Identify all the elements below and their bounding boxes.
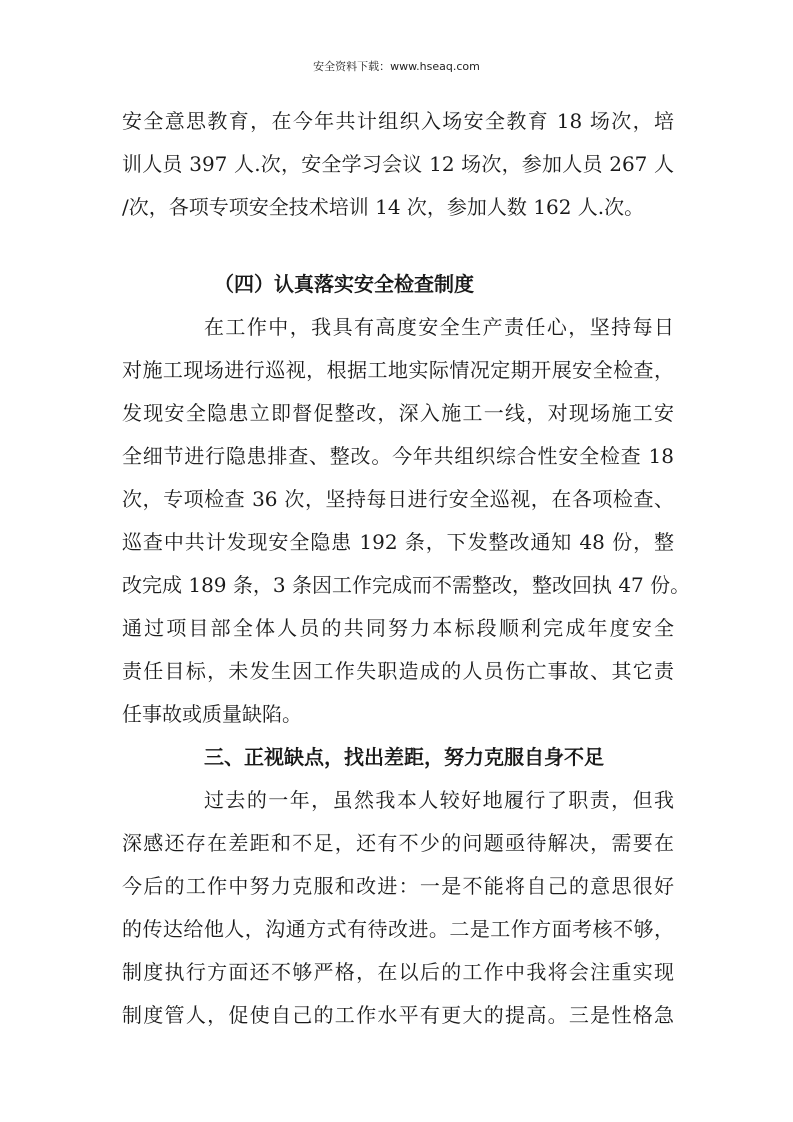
text-line: 深感还存在差距和不足，还有不少的问题亟待解决，需要在 bbox=[122, 831, 674, 855]
text-line: 次，专项检查 36 次，坚持每日进行安全巡视，在各项检查、 bbox=[122, 487, 674, 511]
page-header: 安全资料下载：www.hseaq.com bbox=[313, 60, 480, 73]
paragraph-inspection bbox=[122, 306, 691, 736]
text-line: 训人员 397 人.次，安全学习会议 12 场次，参加人员 267 人 bbox=[122, 152, 674, 176]
spacer bbox=[122, 229, 674, 263]
text-line: 改完成 189 条，3 条因工作完成而不需整改，整改回执 47 份。 bbox=[122, 573, 691, 597]
text-line: 在工作中，我具有高度安全生产责任心，坚持每日 bbox=[204, 315, 674, 339]
document-body bbox=[122, 100, 691, 1037]
text-line: 制度执行方面还不够严格，在以后的工作中我将会注重实现 bbox=[122, 960, 674, 984]
text-line: 安全意思教育，在今年共计组织入场安全教育 18 场次，培 bbox=[122, 109, 674, 133]
text-line: 制度管人，促使自己的工作水平有更大的提高。三是性格急 bbox=[122, 1003, 674, 1027]
paragraph-training bbox=[122, 100, 674, 229]
section-heading-shortcomings: 三、正视缺点，找出差距，努力克服自身不足 bbox=[204, 745, 604, 769]
text-line: 的传达给他人，沟通方式有待改进。二是工作方面考核不够， bbox=[122, 917, 674, 941]
text-line: 对施工现场进行巡视，根据工地实际情况定期开展安全检查， bbox=[122, 358, 674, 382]
text-line: 过去的一年，虽然我本人较好地履行了职责，但我 bbox=[204, 788, 674, 812]
text-line: 通过项目部全体人员的共同努力本标段顺利完成年度安全 bbox=[122, 616, 674, 640]
paragraph-shortcomings bbox=[122, 779, 674, 1037]
text-line: /次，各项专项安全技术培训 14 次，参加人数 162 人.次。 bbox=[122, 195, 645, 219]
text-line: 巡查中共计发现安全隐患 192 条，下发整改通知 48 份，整 bbox=[122, 530, 674, 554]
section-heading-safety-inspection: （四）认真落实安全检查制度 bbox=[214, 272, 474, 296]
text-line: 全细节进行隐患排查、整改。今年共组织综合性安全检查 18 bbox=[122, 444, 674, 468]
text-line: 任事故或质量缺陷。 bbox=[122, 702, 302, 726]
text-line: 责任目标，未发生因工作失职造成的人员伤亡事故、其它责 bbox=[122, 659, 674, 683]
text-line: 发现安全隐患立即督促整改，深入施工一线，对现场施工安 bbox=[122, 401, 674, 425]
text-line: 今后的工作中努力克服和改进：一是不能将自己的意思很好 bbox=[122, 874, 674, 898]
